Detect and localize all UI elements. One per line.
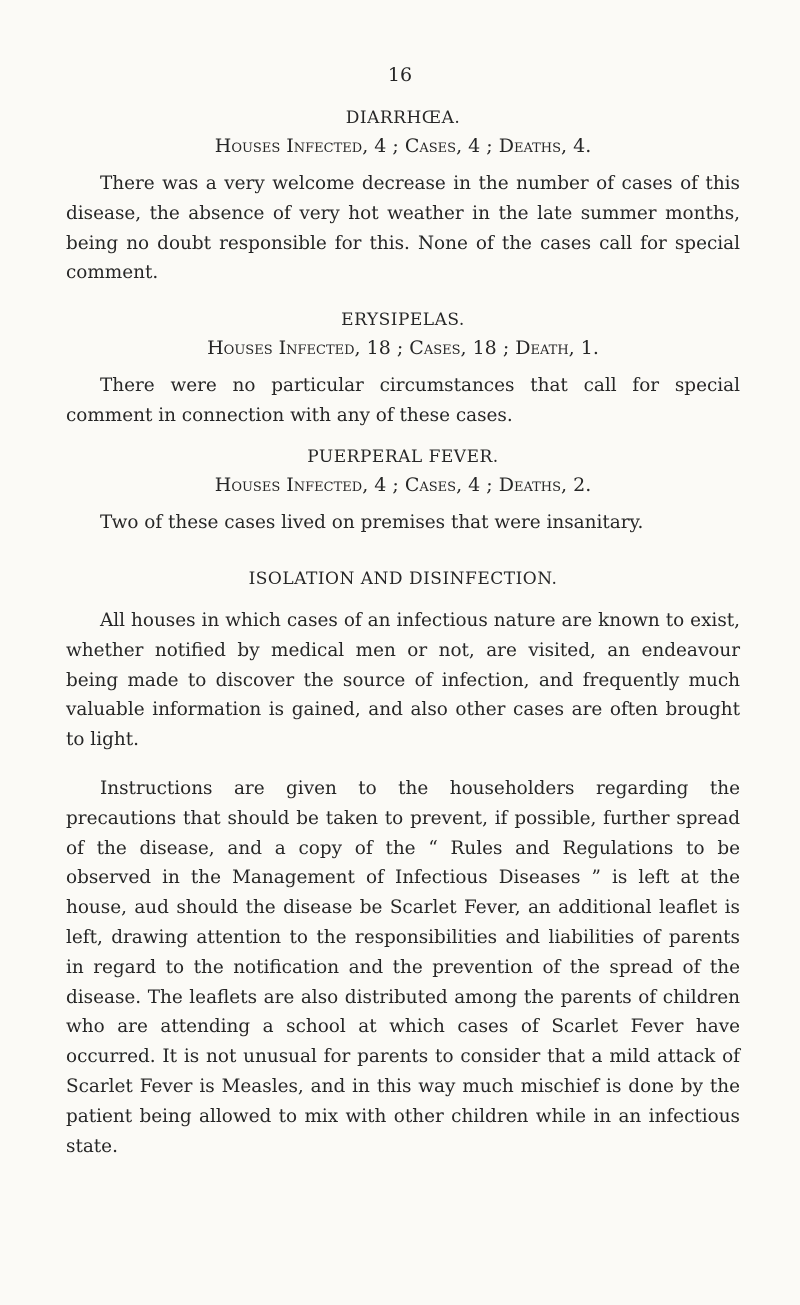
isolation-section <box>66 568 740 1161</box>
diarrhoea-section <box>66 107 740 288</box>
diarrhoea-heading: DIARRHŒA. <box>345 108 461 128</box>
erysipelas-heading: ERYSIPELAS. <box>341 310 465 330</box>
erysipelas-section <box>66 309 740 431</box>
isolation-paragraph-2: Instructions are given to the householders regarding the precautions that should be taken to prevent, if possible, further spread of the disease, and a copy of the “ Rules and Regulations to be observed in the Management of Infectious Diseases ” is left at the house, aud should the disease be Scarlet Fever, an additional leaflet is left, drawing attention to the responsibilities and liabilities of parents in regard to the notification and the prevention of the spread of the disease. The leaflets are also distributed among the parents of children who are attending a school at which cases of Scarlet Fever have occurred. It is not unusual for parents to consider that a mild attack of Scarlet Fever is Measles, and in this way much mischief is done by the patient being allowed to mix with other children while in an infectious state. <box>66 777 740 1157</box>
diarrhoea-stats: Houses Infected, 4 ; Cases, 4 ; Deaths, 4. <box>214 135 592 157</box>
erysipelas-stats: Houses Infected, 18 ; Cases, 18 ; Death, 1. <box>207 337 599 359</box>
puerperal-fever-paragraph: Two of these cases lived on premises that were insanitary. <box>100 512 644 533</box>
erysipelas-paragraph: There were no particular circumstances that call for special comment in connection with any of these cases. <box>66 375 740 426</box>
page-number: 16 <box>387 64 413 86</box>
puerperal-fever-stats: Houses Infected, 4 ; Cases, 4 ; Deaths, 2. <box>214 474 592 496</box>
isolation-heading: ISOLATION AND DISINFECTION. <box>248 569 558 589</box>
diarrhoea-paragraph: There was a very welcome decrease in the number of cases of this disease, the absence of very hot weather in the late summer months, being no doubt responsible for this. None of the cases call for special comment. <box>66 173 740 284</box>
puerperal-fever-heading: PUERPERAL FEVER. <box>307 447 499 467</box>
puerperal-fever-section <box>66 446 740 538</box>
isolation-paragraph-1: All houses in which cases of an infectious nature are known to exist, whether notified by medical men or not, are visited, an endeavour being made to discover the source of infection, and frequently much valuable information is gained, and also other cases are often brought to light. <box>66 610 740 751</box>
